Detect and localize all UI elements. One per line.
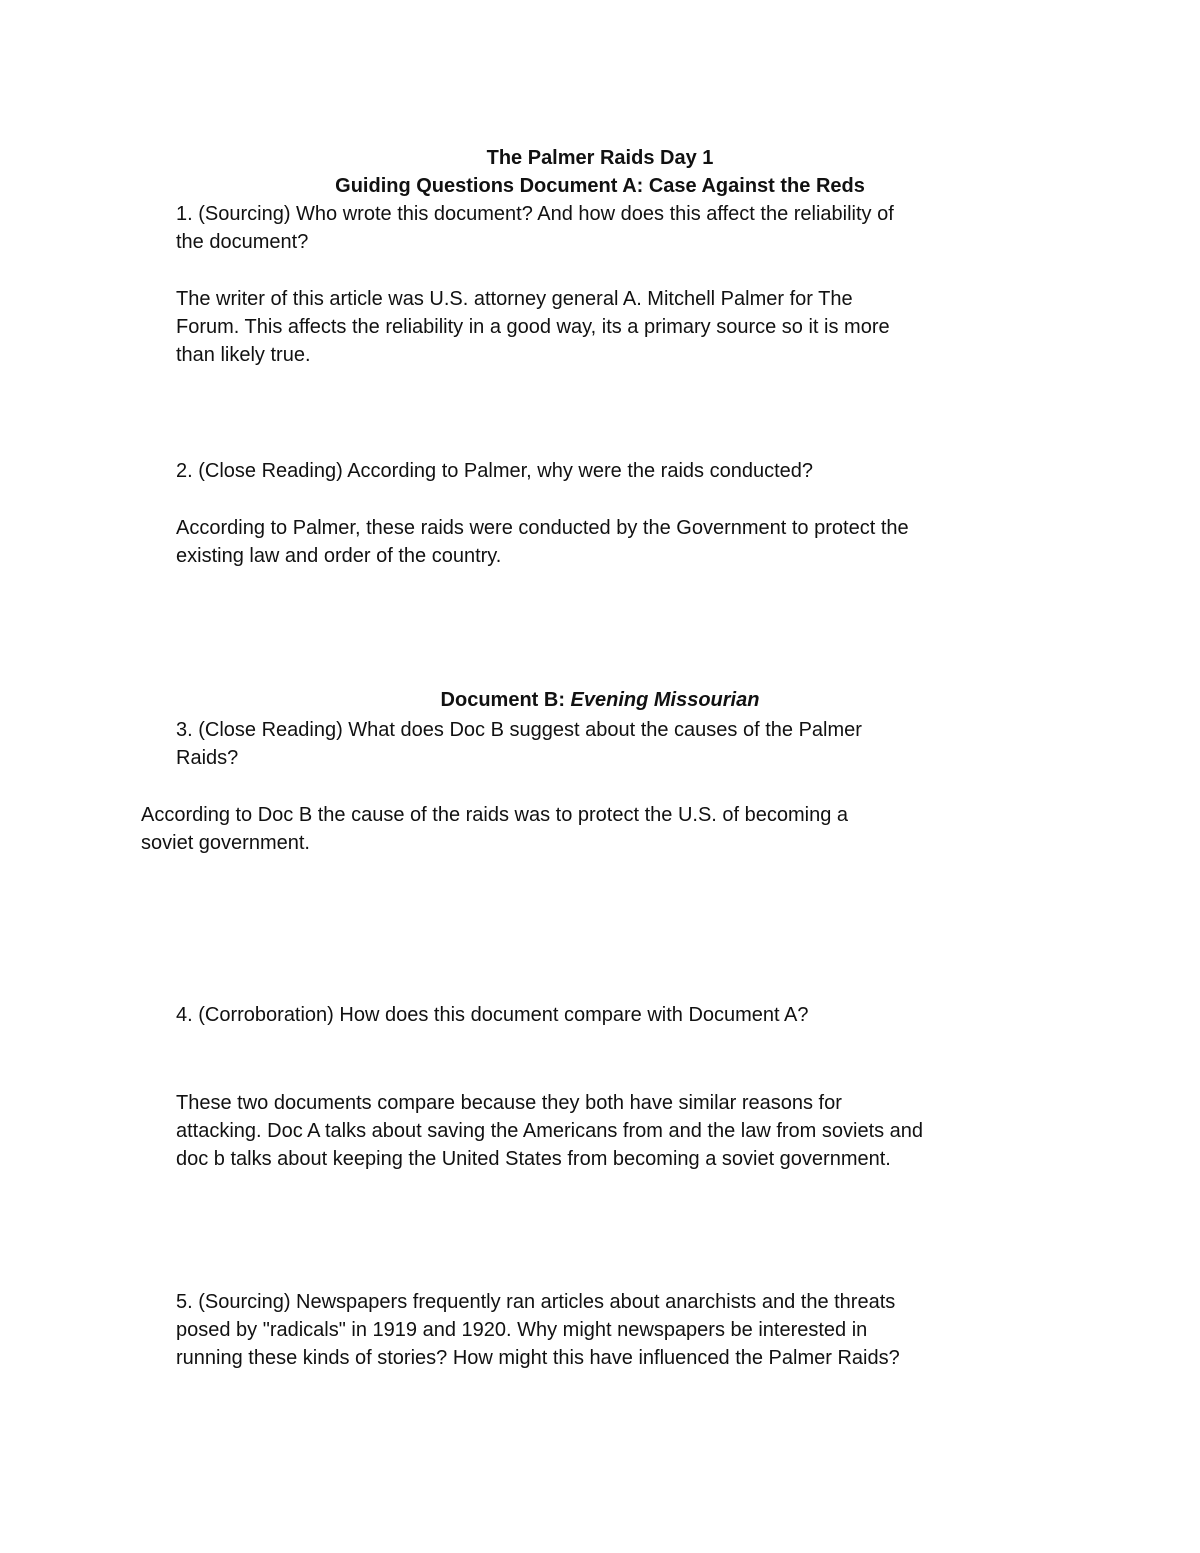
doc-b-heading-source: Evening Missourian <box>570 689 760 711</box>
question-2: 2. (Close Reading) According to Palmer, why were the raids conducted? <box>176 460 814 482</box>
question-4: 4. (Corroboration) How does this document compare with Document A? <box>176 1004 809 1026</box>
answer-4: These two documents compare because they both have similar reasons for attacking. Doc A talks about saving the Americans from and the law from soviets and doc b talks about keeping the United States from becoming a soviet government. <box>176 1092 924 1170</box>
question-3: 3. (Close Reading) What does Doc B suggest about the causes of the Palmer Raids? <box>176 719 862 769</box>
question-1: 1. (Sourcing) Who wrote this document? And how does this affect the reliability of the document? <box>176 203 894 253</box>
answer-3: According to Doc B the cause of the raids was to protect the U.S. of becoming a soviet government. <box>141 804 849 854</box>
doc-b-heading-prefix: Document B: <box>440 689 571 711</box>
document-subtitle: Guiding Questions Document A: Case Against the Reds <box>335 175 865 197</box>
answer-1: The writer of this article was U.S. attorney general A. Mitchell Palmer for The Forum. This affects the reliability in a good way, its a primary source so it is more than likely true. <box>176 288 890 366</box>
doc-b-heading <box>0 686 1200 714</box>
answer-2: According to Palmer, these raids were conducted by the Government to protect the existing law and order of the country. <box>176 517 909 567</box>
question-5: 5. (Sourcing) Newspapers frequently ran articles about anarchists and the threats posed by "radicals" in 1919 and 1920. Why might newspapers be interested in running these kinds of stories? How might this have influenced the Palmer Raids? <box>176 1291 900 1369</box>
document-title: The Palmer Raids Day 1 <box>486 147 714 169</box>
